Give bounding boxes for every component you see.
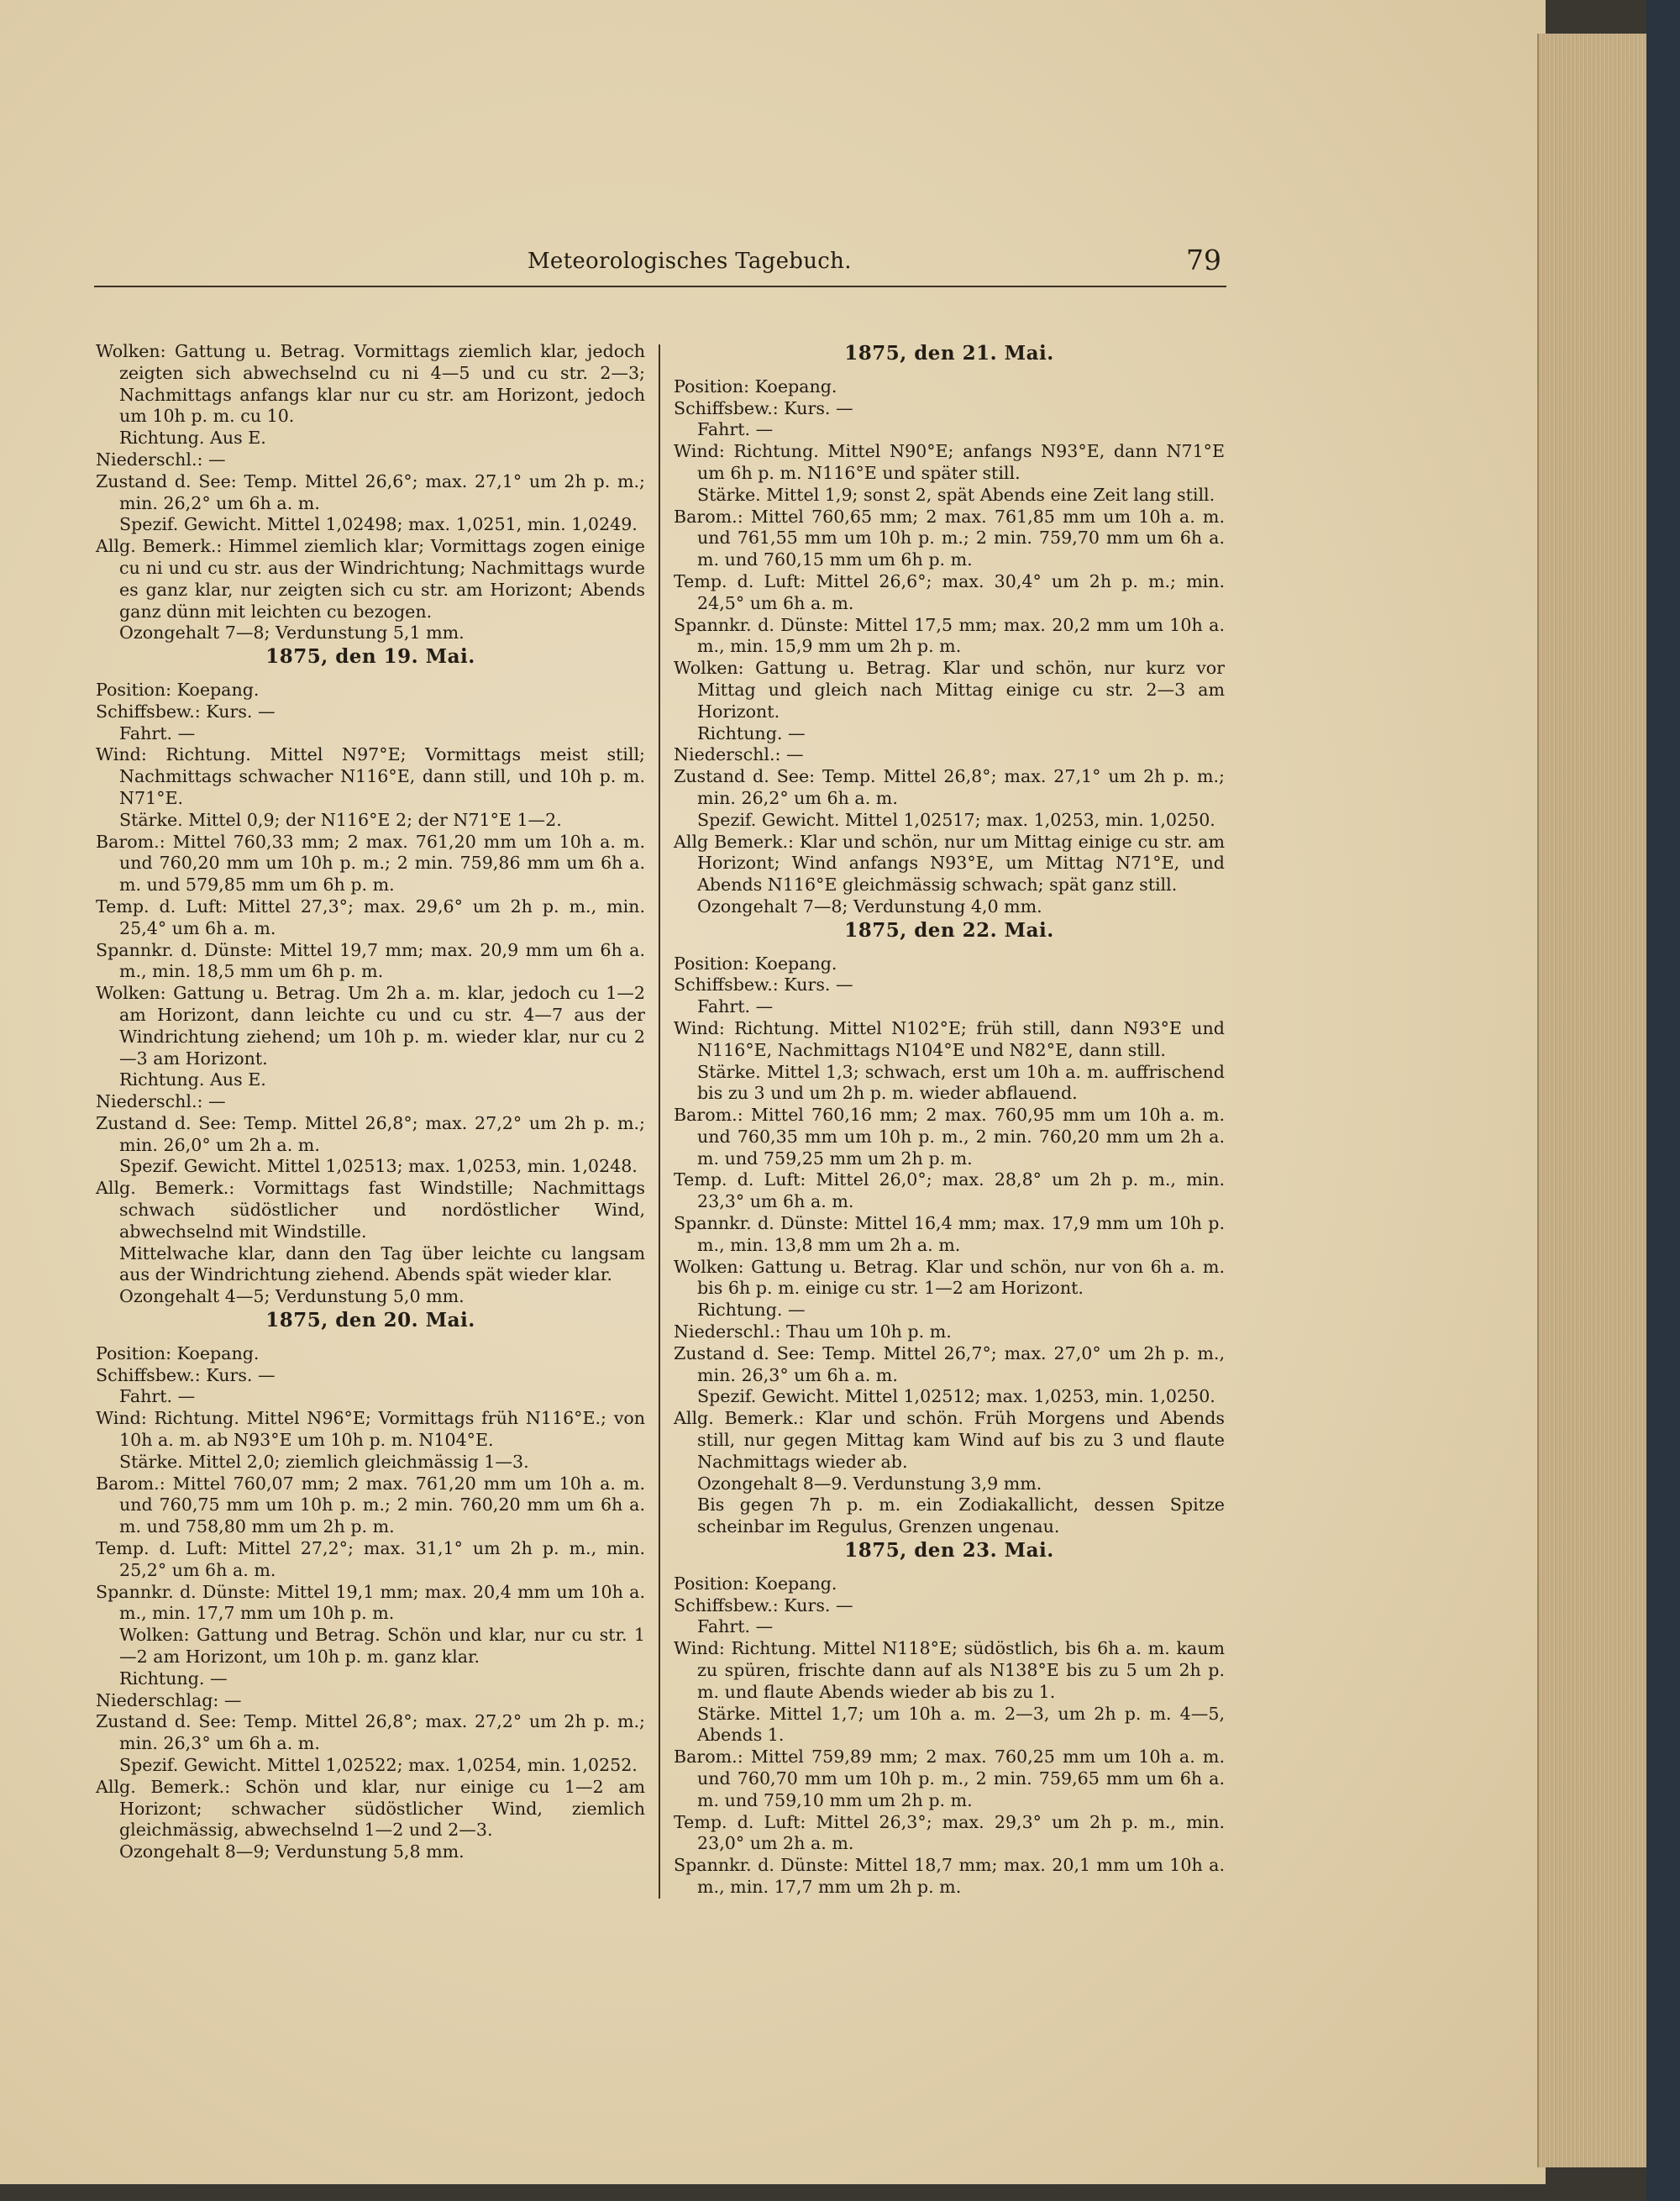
running-header bbox=[94, 244, 1226, 287]
text-line: Zustand d. See: Temp. Mittel 26,8°; max. 27,1° um 2h p. m.; min. 26,2° um 6h a. m. bbox=[674, 766, 1225, 808]
text-line: Wind: Richtung. Mittel N96°E; Vormittags früh N116°E.; von 10h a. m. ab N93°E um 10h p. m. N104°E. bbox=[96, 1408, 645, 1451]
text-line: Allg. Bemerk.: Schön und klar, nur einige cu 1—2 am Horizont; schwacher südöstlicher Wind, ziemlich gleichmässig, abwechselnd 1—2 und 2—3. bbox=[96, 1776, 645, 1841]
entry-title: 1875, den 21. Mai. bbox=[844, 342, 1054, 365]
text-line: Schiffsbew.: Kurs. — bbox=[674, 1594, 853, 1615]
entry-title: 1875, den 20. Mai. bbox=[265, 1309, 475, 1332]
text-line: Ozongehalt 4—5; Verdunstung 5,0 mm. bbox=[119, 1286, 465, 1307]
text-line: Position: Koepang. bbox=[674, 1573, 837, 1594]
text-line: Temp. d. Luft: Mittel 26,6°; max. 30,4° um 2h p. m.; min. 24,5° um 6h a. m. bbox=[674, 570, 1225, 613]
text-line: Spannkr. d. Dünste: Mittel 17,5 mm; max. 20,2 mm um 10h a. m., min. 15,9 mm um 2h p. m. bbox=[674, 614, 1225, 657]
text-line: Allg. Bemerk.: Vormittags fast Windstille; Nachmittags schwach südöstlicher und nordöstlicher Wind, abwechselnd mit Windstille. bbox=[96, 1178, 645, 1242]
text-line: Barom.: Mittel 760,33 mm; 2 max. 761,20 mm um 10h a. m. und 760,20 mm um 10h p. m.; 2 min. 759,86 mm um 6h a. m. und 579,85 mm um 6h p. m. bbox=[96, 831, 645, 896]
text-line: Position: Koepang. bbox=[674, 953, 837, 974]
text-line: Spezif. Gewicht. Mittel 1,02513; max. 1,0253, min. 1,0248. bbox=[119, 1156, 638, 1177]
text-line: Wolken: Gattung u. Betrag. Klar und schön, nur von 6h a. m. bis 6h p. m. einige cu str. 1—2 am Horizont. bbox=[674, 1256, 1225, 1299]
text-line: Zustand d. See: Temp. Mittel 26,7°; max. 27,0° um 2h p. m., min. 26,3° um 6h a. m. bbox=[674, 1342, 1225, 1385]
text-line: Allg Bemerk.: Klar und schön, nur um Mittag einige cu str. am Horizont; Wind anfangs N93°E, um Mittag N71°E, und Abends N116°E gleichmässig schwach; spät ganz still. bbox=[674, 831, 1225, 896]
entry-may-23 bbox=[674, 1540, 1225, 1899]
entry-may-19 bbox=[96, 646, 645, 1308]
text-line: Fahrt. — bbox=[697, 419, 774, 440]
text-line: Position: Koepang. bbox=[674, 376, 837, 397]
text-line: Wolken: Gattung und Betrag. Schön und klar, nur cu str. 1—2 am Horizont, um 10h p. m. ganz klar. bbox=[119, 1625, 645, 1668]
text-line: Stärke. Mittel 0,9; der N116°E 2; der N71°E 1—2. bbox=[119, 809, 562, 830]
text-line: Position: Koepang. bbox=[96, 679, 260, 700]
text-line: Temp. d. Luft: Mittel 27,3°; max. 29,6° um 2h p. m., min. 25,4° um 6h a. m. bbox=[96, 896, 645, 938]
text-line: Stärke. Mittel 2,0; ziemlich gleichmässig 1—3. bbox=[119, 1451, 529, 1472]
text-line: Richtung. — bbox=[697, 722, 806, 743]
text-line: Niederschl.: — bbox=[674, 744, 804, 765]
entry-title: 1875, den 19. Mai. bbox=[265, 645, 475, 669]
left-column bbox=[96, 341, 645, 1863]
entry-may-22 bbox=[674, 920, 1225, 1538]
entry-title: 1875, den 23. Mai. bbox=[844, 1539, 1054, 1563]
text-line: Niederschlag: — bbox=[96, 1689, 242, 1710]
text-line: Wind: Richtung. Mittel N97°E; Vormittags meist still; Nachmittags schwacher N116°E, dann still, und 10h p. m. N71°E. bbox=[96, 744, 645, 808]
text-line: Wind: Richtung. Mittel N90°E; anfangs N93°E, dann N71°E um 6h p. m. N116°E und später still. bbox=[674, 441, 1225, 483]
text-line: Zustand d. See: Temp. Mittel 26,8°; max. 27,2° um 2h p. m.; min. 26,0° um 2h a. m. bbox=[96, 1112, 645, 1155]
text-line: Zustand d. See: Temp. Mittel 26,8°; max. 27,2° um 2h p. m.; min. 26,3° um 6h a. m. bbox=[96, 1711, 645, 1754]
text-line: Zustand d. See: Temp. Mittel 26,6°; max. 27,1° um 2h p. m.; min. 26,2° um 6h a. m. bbox=[96, 470, 645, 513]
entry-title: 1875, den 22. Mai. bbox=[844, 918, 1054, 942]
text-line: Richtung. — bbox=[697, 1300, 806, 1321]
text-line: Temp. d. Luft: Mittel 26,0°; max. 28,8° um 2h p. m., min. 23,3° um 6h a. m. bbox=[674, 1169, 1225, 1212]
text-line: Spannkr. d. Dünste: Mittel 18,7 mm; max. 20,1 mm um 10h a. m., min. 17,7 mm um 2h p. m. bbox=[674, 1855, 1225, 1897]
text-line: Bis gegen 7h p. m. ein Zodiakallicht, dessen Spitze scheinbar im Regulus, Grenzen ungenau. bbox=[697, 1494, 1225, 1537]
text-line: Niederschl.: Thau um 10h p. m. bbox=[674, 1321, 952, 1342]
text-line: Fahrt. — bbox=[119, 1386, 196, 1407]
running-title: Meteorologisches Tagebuch. bbox=[528, 249, 852, 274]
text-line: Fahrt. — bbox=[697, 996, 774, 1017]
text-line: Richtung. — bbox=[119, 1668, 228, 1689]
text-line: Barom.: Mittel 760,65 mm; 2 max. 761,85 mm um 10h a. m. und 761,55 mm um 10h p. m.; 2 min. 759,70 mm um 6h a. m. und 760,15 mm um 6h p. m. bbox=[674, 506, 1225, 570]
text-line: Stärke. Mittel 1,3; schwach, erst um 10h a. m. auffrischend bis zu 3 und um 2h p. m. wieder abflauend. bbox=[697, 1061, 1225, 1104]
text-line: Spannkr. d. Dünste: Mittel 19,7 mm; max. 20,9 mm um 6h a. m., min. 18,5 mm um 6h p. m. bbox=[96, 939, 645, 982]
text-line: Wolken: Gattung u. Betrag. Klar und schön, nur kurz vor Mittag und gleich nach Mittag einige cu str. 2—3 am Horizont. bbox=[674, 658, 1225, 722]
text-line: Fahrt. — bbox=[119, 722, 196, 743]
entry-may-21 bbox=[674, 343, 1225, 918]
text-line: Ozongehalt 8—9; Verdunstung 5,8 mm. bbox=[119, 1841, 465, 1862]
text-line: Schiffsbew.: Kurs. — bbox=[96, 1364, 276, 1385]
text-line: Wolken: Gattung u. Betrag. Vormittags ziemlich klar, jedoch zeigten sich abwechselnd cu ni 4—5 und cu str. 2—3; Nachmittags anfangs klar nur cu str. am Horizont, jedoch um 10h p. m. cu 10. bbox=[96, 341, 645, 427]
continuation-block bbox=[96, 341, 645, 644]
text-line: Barom.: Mittel 759,89 mm; 2 max. 760,25 mm um 10h a. m. und 760,70 mm um 10h p. m., 2 min. 759,65 mm um 6h a. m. und 759,10 mm um 2h p. m. bbox=[674, 1747, 1225, 1810]
entry-may-20 bbox=[96, 1310, 645, 1863]
text-line: Ozongehalt 7—8; Verdunstung 5,1 mm. bbox=[119, 622, 465, 643]
text-line: Allg. Bemerk.: Klar und schön. Früh Morgens und Abends still, nur gegen Mittag kam Wind auf bis zu 3 und flaute Nachmittags wieder ab. bbox=[674, 1408, 1225, 1472]
page-number: 79 bbox=[1186, 244, 1221, 276]
text-line: Spezif. Gewicht. Mittel 1,02517; max. 1,0253, min. 1,0250. bbox=[697, 809, 1215, 830]
text-line: Wind: Richtung. Mittel N118°E; südöstlich, bis 6h a. m. kaum zu spüren, frischte dann auf als N138°E bis zu 5 um 2h p. m. und flaute Abends wieder ab bis zu 1. bbox=[674, 1638, 1225, 1702]
right-column bbox=[674, 341, 1225, 1899]
text-line: Spezif. Gewicht. Mittel 1,02498; max. 1,0251, min. 1,0249. bbox=[119, 514, 638, 535]
text-line: Temp. d. Luft: Mittel 26,3°; max. 29,3° um 2h p. m., min. 23,0° um 2h a. m. bbox=[674, 1811, 1225, 1854]
book-cover-edge bbox=[1646, 0, 1680, 2201]
text-line: Niederschl.: — bbox=[96, 449, 226, 470]
text-line: Richtung. Aus E. bbox=[119, 1069, 266, 1090]
text-line: Mittelwache klar, dann den Tag über leichte cu langsam aus der Windrichtung ziehend. Abends spät wieder klar. bbox=[119, 1242, 645, 1285]
text-line: Spannkr. d. Dünste: Mittel 19,1 mm; max. 20,4 mm um 10h a. m., min. 17,7 mm um 10h p. m. bbox=[96, 1581, 645, 1624]
text-line: Niederschl.: — bbox=[96, 1091, 226, 1112]
text-line: Spezif. Gewicht. Mittel 1,02512; max. 1,0253, min. 1,0250. bbox=[697, 1386, 1215, 1407]
text-line: Ozongehalt 7—8; Verdunstung 4,0 mm. bbox=[697, 896, 1042, 917]
text-line: Fahrt. — bbox=[697, 1616, 774, 1637]
text-line: Schiffsbew.: Kurs. — bbox=[674, 974, 853, 995]
text-line: Wind: Richtung. Mittel N102°E; früh still, dann N93°E und N116°E, Nachmittags N104°E und N82°E, dann still. bbox=[674, 1017, 1225, 1060]
text-line: Schiffsbew.: Kurs. — bbox=[96, 701, 276, 722]
text-line: Spezif. Gewicht. Mittel 1,02522; max. 1,0254, min. 1,0252. bbox=[119, 1755, 638, 1775]
text-line: Richtung. Aus E. bbox=[119, 428, 266, 449]
text-line: Wolken: Gattung u. Betrag. Um 2h a. m. klar, jedoch cu 1—2 am Horizont, dann leichte cu und cu str. 4—7 aus der Windrichtung ziehend; um 10h p. m. wieder klar, nur cu 2—3 am Horizont. bbox=[96, 983, 645, 1069]
text-line: Position: Koepang. bbox=[96, 1342, 260, 1363]
text-line: Spannkr. d. Dünste: Mittel 16,4 mm; max. 17,9 mm um 10h p. m., min. 13,8 mm um 2h a. m. bbox=[674, 1213, 1225, 1255]
text-line: Ozongehalt 8—9. Verdunstung 3,9 mm. bbox=[697, 1473, 1042, 1494]
text-line: Barom.: Mittel 760,07 mm; 2 max. 761,20 mm um 10h a. m. und 760,75 mm um 10h p. m.; 2 min. 760,20 mm um 6h a. m. und 758,80 mm um 2h p. m. bbox=[96, 1473, 645, 1537]
text-line: Stärke. Mittel 1,7; um 10h a. m. 2—3, um 2h p. m. 4—5, Abends 1. bbox=[697, 1703, 1225, 1746]
text-line: Temp. d. Luft: Mittel 27,2°; max. 31,1° um 2h p. m., min. 25,2° um 6h a. m. bbox=[96, 1538, 645, 1580]
text-line: Schiffsbew.: Kurs. — bbox=[674, 397, 853, 418]
text-line: Stärke. Mittel 1,9; sonst 2, spät Abends eine Zeit lang still. bbox=[697, 484, 1215, 505]
text-line: Barom.: Mittel 760,16 mm; 2 max. 760,95 mm um 10h a. m. und 760,35 mm um 10h p. m., 2 min. 760,20 mm um 2h a. m. und 759,25 mm um 2h p. m. bbox=[674, 1105, 1225, 1169]
column-divider bbox=[659, 344, 660, 1899]
text-line: Allg. Bemerk.: Himmel ziemlich klar; Vormittags zogen einige cu ni und cu str. aus der Windrichtung; Nachmittags wurde es ganz klar, nur zeigten sich cu str. am Horizont; Abends ganz dünn mit leichten cu bezogen. bbox=[96, 536, 645, 622]
